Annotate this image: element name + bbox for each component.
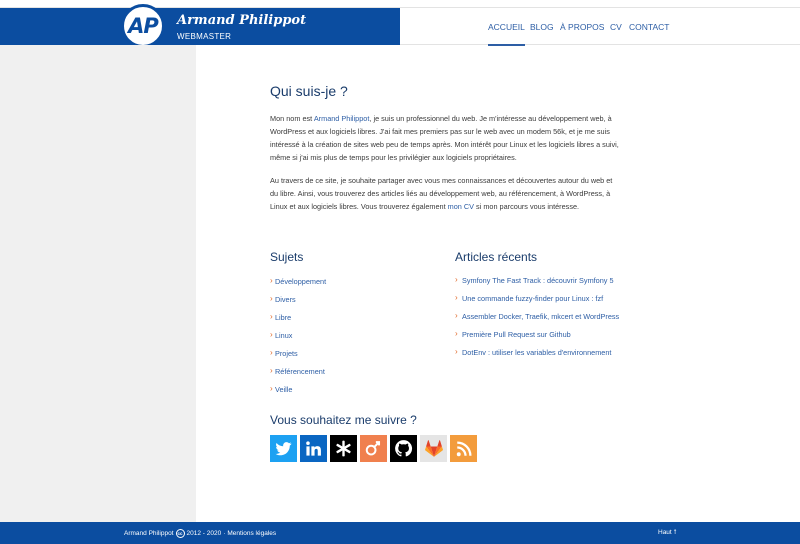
topics-list [270, 277, 326, 394]
creative-commons-icon[interactable]: cc [177, 531, 183, 536]
page-title: Qui suis-je ? [270, 83, 348, 99]
legal-notice-link[interactable]: Mentions légales [227, 530, 277, 537]
twitter-icon[interactable] [270, 435, 297, 462]
github-icon[interactable] [390, 435, 417, 462]
cv-link[interactable]: mon CV [447, 202, 475, 211]
site-subtitle: WEBMASTER [177, 32, 232, 41]
topic-item[interactable]: › Linux [270, 331, 326, 340]
footer-copyright [124, 529, 276, 538]
framasphere-icon[interactable] [360, 435, 387, 462]
linkedin-icon[interactable] [300, 435, 327, 462]
site-footer [0, 522, 800, 544]
diaspora-icon[interactable] [330, 435, 357, 462]
nav-link-about[interactable]: À PROPOS [560, 22, 605, 32]
top-strip [0, 0, 800, 8]
gitlab-icon[interactable] [420, 435, 447, 462]
intro-text-end: , je suis un professionnel du web. Je m'intéresse au développement web, à WordPress et aux logiciels libres. J'ai fait mes premiers pas sur le web avec un modem 56k, et je me suis intéressé à la création de sites web peu de temps après. Mon intérêt pour Linux et les logiciels libres a suivi, même si j'ai mis plus de temps pour les privilégier aux logiciels propriétaires. [270, 114, 619, 162]
left-sidebar-background [0, 45, 196, 522]
footer-years: 2012 - 2020 [186, 530, 222, 537]
topic-item[interactable]: › Projets [270, 349, 326, 358]
topic-item[interactable]: › Référencement [270, 367, 326, 376]
nav-link-home[interactable]: ACCUEIL [488, 22, 525, 32]
recent-article-item[interactable]: › Assembler Docker, Traefik, mkcert et WordPress [455, 310, 625, 323]
site-header [0, 8, 800, 45]
rss-icon[interactable] [450, 435, 477, 462]
recent-article-item[interactable]: › Symfony The Fast Track : découvrir Symfony 5 [455, 274, 625, 287]
footer-owner: Armand Philippot [124, 530, 174, 537]
topics-heading: Sujets [270, 250, 304, 264]
footer-separator: · [223, 530, 226, 537]
nav-link-cv[interactable]: CV [610, 22, 622, 32]
site-description-paragraph [270, 174, 622, 213]
recent-article-item[interactable]: › DotEnv : utiliser les variables d'environnement [455, 346, 625, 359]
topic-item[interactable]: › Développement [270, 277, 326, 286]
topic-item[interactable]: › Divers [270, 295, 326, 304]
follow-heading: Vous souhaitez me suivre ? [270, 413, 417, 427]
intro-text-start: Mon nom est [270, 114, 314, 123]
topic-item[interactable]: › Veille [270, 385, 326, 394]
main-nav [400, 8, 800, 45]
recent-articles-list [455, 274, 625, 359]
author-link[interactable]: Armand Philippot [313, 114, 370, 123]
recent-article-item[interactable]: › Première Pull Request sur Github [455, 328, 625, 341]
nav-link-contact[interactable]: CONTACT [629, 22, 670, 32]
site-logo[interactable] [121, 4, 165, 48]
description-text-end: si mon parcours vous intéresse. [474, 202, 580, 211]
back-to-top-link[interactable]: Haut ⭡ [658, 529, 677, 536]
social-links [270, 435, 477, 462]
description-text-start: Au travers de ce site, je souhaite partager avec vous mes connaissances et découvertes autour du web et du libre. Ainsi, vous trouverez des articles liés au développement web, au référencement, à WordPress, à Linux et aux logiciels libres. Vous trouverez également [270, 176, 613, 211]
brand-block[interactable] [0, 8, 400, 45]
recent-article-item[interactable]: › Une commande fuzzy-finder pour Linux : fzf [455, 292, 625, 305]
topic-item[interactable]: › Libre [270, 313, 326, 322]
nav-link-blog[interactable]: BLOG [530, 22, 554, 32]
logo-text: AP [128, 14, 158, 38]
site-name[interactable]: Armand Philippot [177, 13, 307, 28]
intro-paragraph [270, 112, 622, 164]
recent-articles-heading: Articles récents [455, 250, 538, 264]
